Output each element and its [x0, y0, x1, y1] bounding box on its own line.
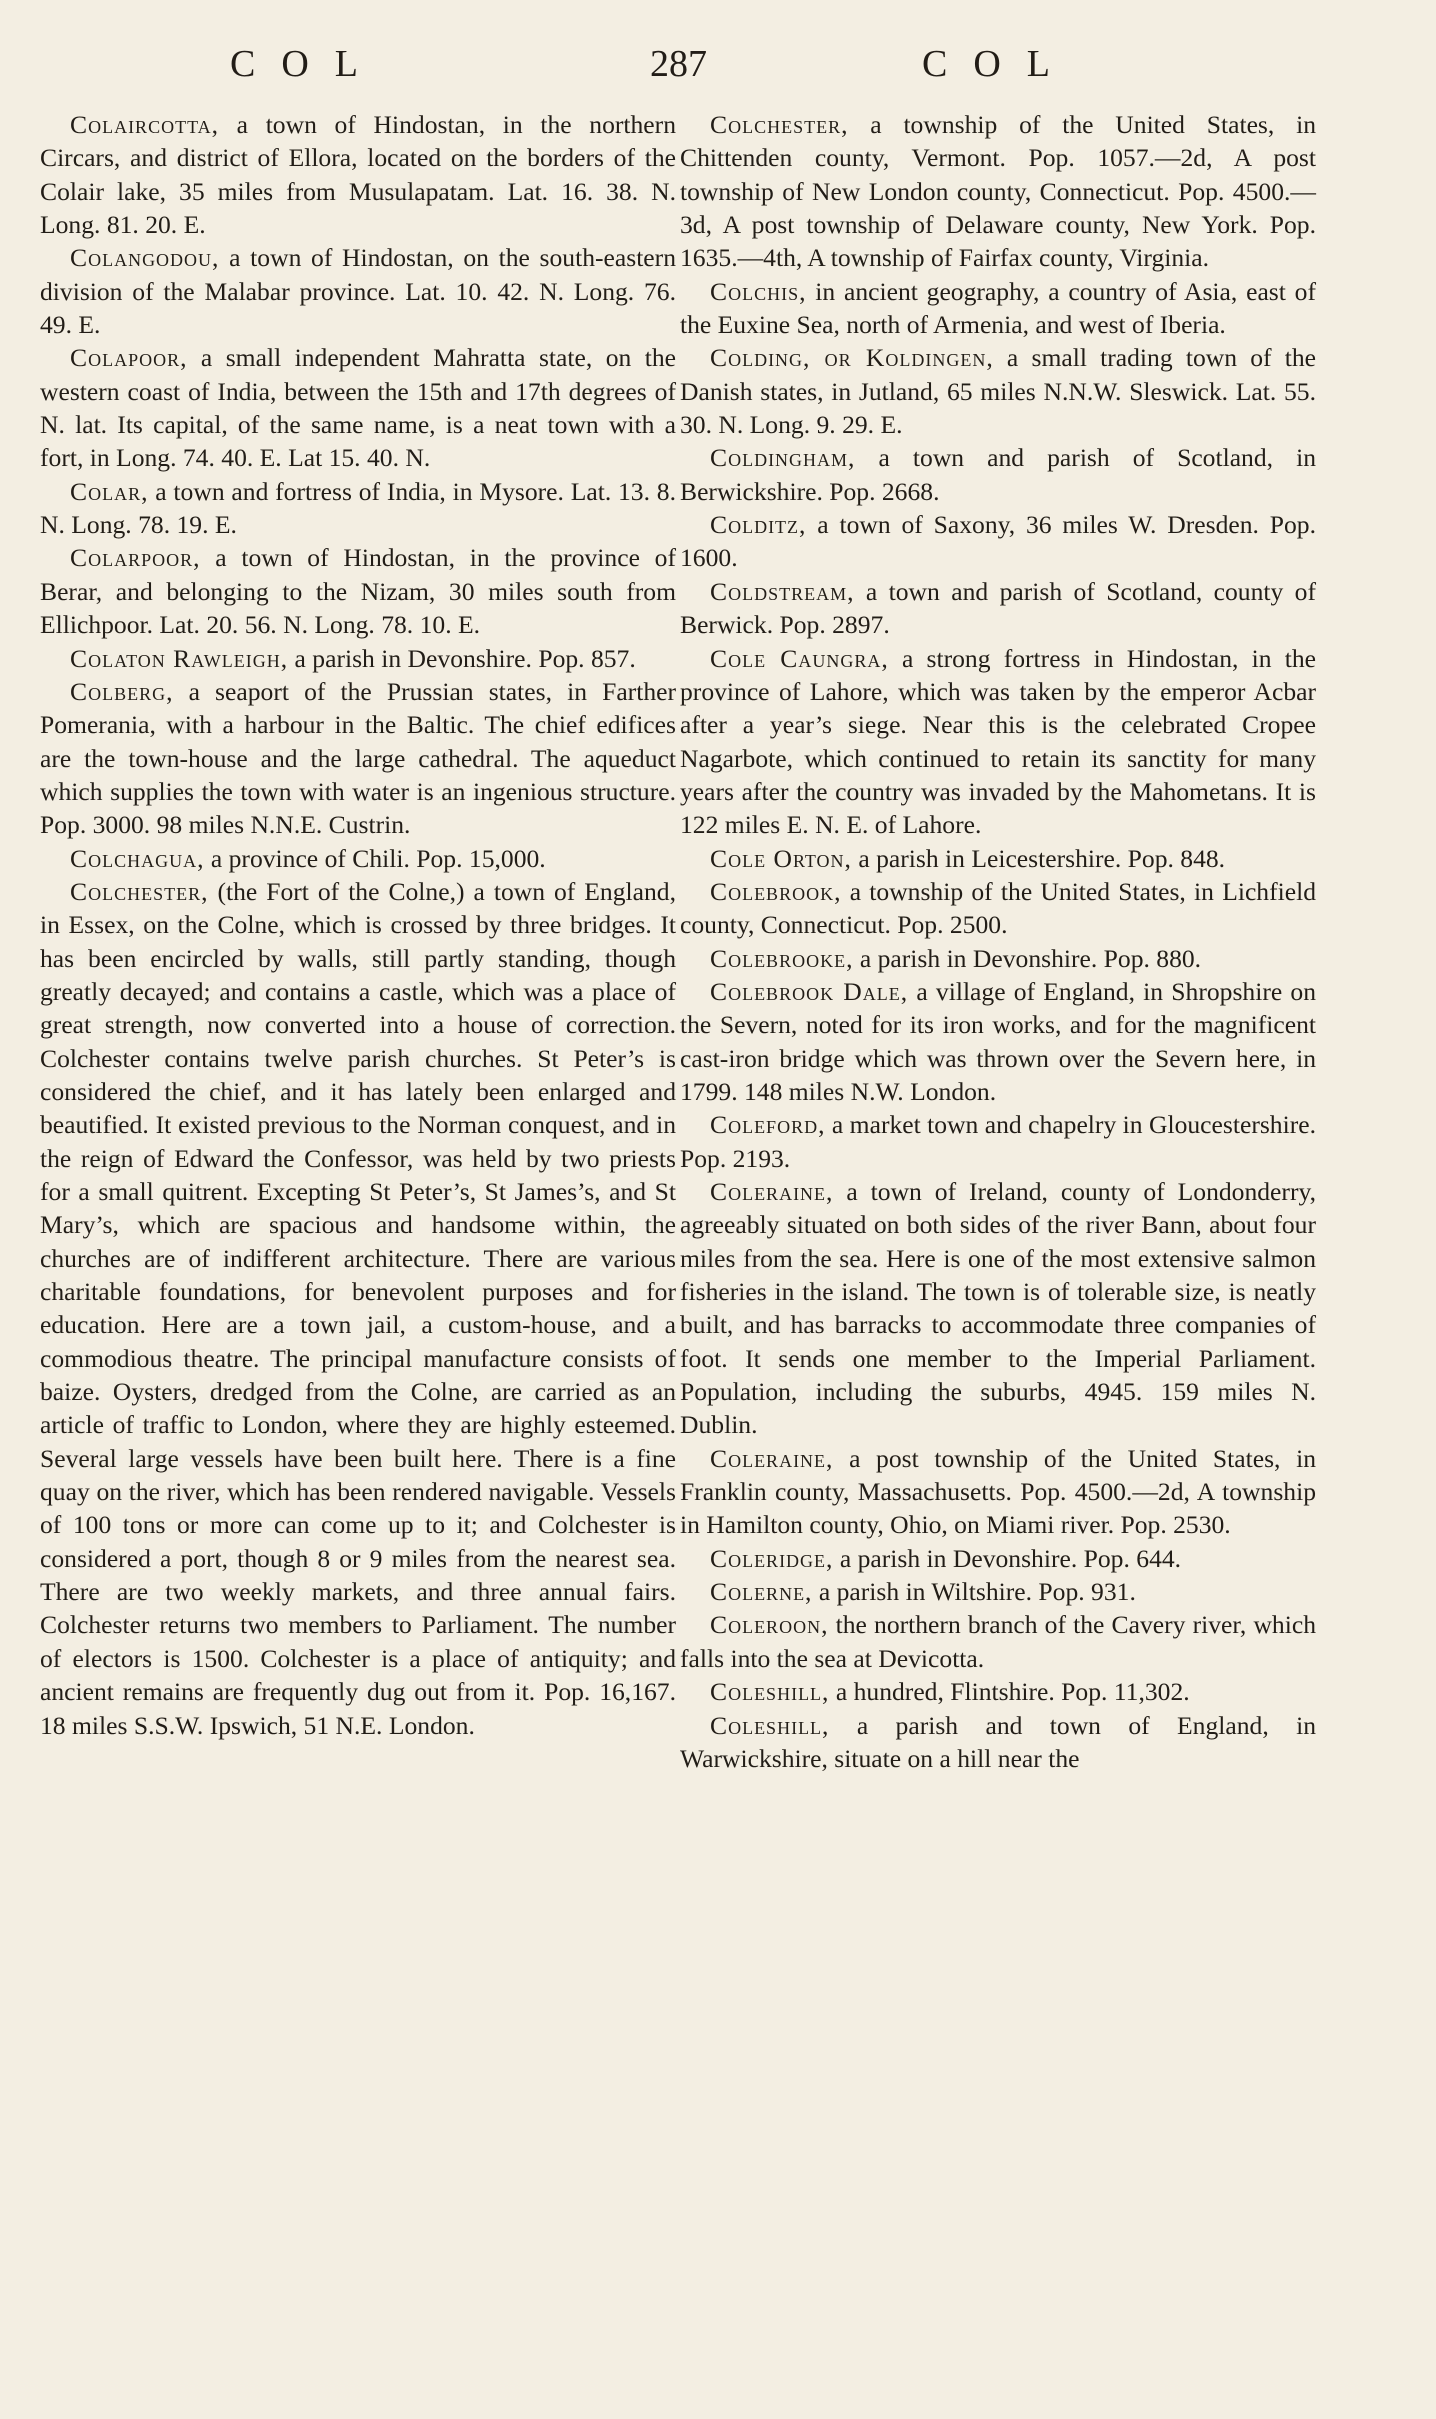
entry-text: a town of Hindostan, in the province of Berar, and belonging to the Nizam, 30 miles south from Ellichpoor. Lat. 20. 56. N. Long. 78. 10. E.	[40, 543, 676, 640]
entry	[40, 875, 676, 1742]
entry-headword: Colebrook Dale,	[710, 976, 909, 1006]
entry	[680, 508, 1316, 575]
entry-headword: Colberg,	[70, 676, 174, 706]
entry	[680, 875, 1316, 942]
entry-headword: Colchis,	[710, 276, 807, 306]
entry-headword: Colditz,	[710, 510, 807, 540]
entry	[40, 241, 676, 341]
entry-headword: Colchester,	[710, 110, 849, 139]
entry-headword: Coleshill,	[710, 1710, 830, 1740]
entry-text: a parish in Leicestershire. Pop. 848.	[851, 843, 1226, 873]
entry-text: a small trading town of the Danish states, in Jutland, 65 miles N.N.W. Sleswick. Lat. 55. 30. N. Long. 9. 29. E.	[680, 343, 1317, 440]
entry-headword: Colar,	[70, 476, 149, 506]
entry-text: (the Fort of the Colne,) a town of England, in Essex, on the Colne, which is crossed by three bridges. It has been encircled by walls, still partly standing, though greatly decayed; and contains a castle, which was a place of great strength, now converted into a house of correction. Colchester contains twelve parish churches. St Peter’s is considered the chief, and it has lately been enlarged and beautified. It existed previous to the Norman conquest, and in the reign of Edward the Confessor, was held by two priests for a small quitrent. Excepting St Peter’s, St James’s, and St Mary’s, which are spacious and handsome within, the churches are of indifferent architecture. There are various charitable foundations, for benevolent purposes and for education. Here are a town jail, a custom-house, and a commodious theatre. The principal manufacture consists of baize. Oysters, dredged from the Colne, are carried as an article of traffic to London, where they are highly esteemed. Several large vessels have been built here. There is a fine quay on the river, which has been rendered navigable. Vessels of 100 tons or more can come up to it; and Colchester is considered a port, though 8 or 9 miles from the nearest sea. There are two weekly markets, and three annual fairs. Colchester returns two members to Parliament. The number of electors is 1500. Colchester is a place of antiquity; and ancient remains are frequently dug out from it. Pop. 16,167. 18 miles S.S.W. Ipswich, 51 N.E. London.	[40, 876, 676, 1740]
entry-text: a township of the United States, in Chittenden county, Vermont. Pop. 1057.—2d, A post township of New London county, Connecticut. Pop. 4500.—3d, A post township of Delaware county, New York. Pop. 1635.—4th, A township of Fairfax county, Virginia.	[680, 110, 1316, 273]
entry	[680, 1575, 1316, 1608]
entry-headword: Coleraine,	[710, 1443, 834, 1473]
entry	[680, 575, 1316, 642]
entry-headword: Coleshill,	[710, 1677, 830, 1707]
entry-text: a town and fortress of India, in Mysore. Lat. 13. 8. N. Long. 78. 19. E.	[40, 476, 676, 540]
entry-headword: Colding, or Koldingen,	[710, 343, 994, 373]
entry-text: in ancient geography, a country of Asia, east of the Euxine Sea, north of Armenia, and west of Iberia.	[680, 276, 1316, 340]
entry	[680, 341, 1316, 441]
entry-text: a parish in Wiltshire. Pop. 931.	[812, 1577, 1136, 1607]
entry	[680, 1542, 1316, 1575]
running-header	[0, 42, 1436, 92]
entry	[40, 541, 676, 641]
entry-text: a parish in Devonshire. Pop. 644.	[833, 1543, 1182, 1573]
entry-headword: Colchester,	[70, 876, 209, 906]
entry-text: a town and parish of Scotland, county of Berwick. Pop. 2897.	[680, 576, 1316, 640]
entry-text: a seaport of the Prussian states, in Farther Pomerania, with a harbour in the Baltic. The chief edifices are the town-house and the large cathedral. The aqueduct which supplies the town with water is an ingenious structure. Pop. 3000. 98 miles N.N.E. Custrin.	[40, 676, 676, 840]
entry	[680, 942, 1316, 975]
entry-text: a post township of the United States, in Franklin county, Massachusetts. Pop. 4500.—2d, A township in Hamilton county, Ohio, on Miami river. Pop. 2530.	[680, 1443, 1316, 1540]
entry-text: a province of Chili. Pop. 15,000.	[204, 843, 546, 873]
entry-text: a town of Hindostan, in the northern Circars, and district of Ellora, located on the borders of the Colair lake, 35 miles from Musulapatam. Lat. 16. 38. N. Long. 81. 20. E.	[40, 110, 676, 240]
entry	[680, 642, 1316, 842]
entry	[680, 1709, 1316, 1776]
entry-text: a town of Ireland, county of Londonderry, agreeably situated on both sides of the river Bann, about four miles from the sea. Here is one of the most extensive salmon fisheries in the island. The town is of tolerable size, is neatly built, and has barracks to accommodate three companies of foot. It sends one member to the Imperial Parliament. Population, including the suburbs, 4945. 159 miles N. Dublin.	[680, 1177, 1316, 1440]
entry-text: the northern branch of the Cavery river, which falls into the sea at Devicotta.	[680, 1610, 1316, 1673]
entry-text: a town and parish of Scotland, in Berwickshire. Pop. 2668.	[680, 443, 1316, 506]
entry-text: a township of the United States, in Lichfield county, Connecticut. Pop. 2500.	[680, 876, 1316, 940]
entry	[40, 108, 676, 241]
entry-headword: Cole Orton,	[710, 843, 852, 873]
entry-headword: Colapoor,	[70, 343, 188, 373]
entry-headword: Coleroon,	[710, 1610, 829, 1640]
entry	[680, 441, 1316, 508]
entry	[680, 1675, 1316, 1708]
entry-text: a strong fortress in Hindostan, in the province of Lahore, which was taken by the emperor Acbar after a year’s siege. Near this is the celebrated Cropee Nagarbote, which continued to retain its sanctity for many years after the country was invaded by the Mahometans. It is 122 miles E. N. E. of Lahore.	[680, 643, 1316, 840]
right-column	[680, 108, 1316, 1775]
entry	[40, 842, 676, 875]
left-column	[40, 108, 676, 1742]
entry-headword: Colebrook,	[710, 876, 842, 906]
entry-headword: Coldingham,	[710, 443, 856, 473]
entry-text: a parish and town of England, in Warwickshire, situate on a hill near the	[680, 1710, 1316, 1773]
entry-text: a market town and chapelry in Gloucestershire. Pop. 2193.	[680, 1110, 1316, 1173]
header-right-guide-word: COL	[922, 43, 1076, 85]
entry-headword: Colarpoor,	[70, 543, 201, 573]
entry	[680, 275, 1316, 342]
entry	[680, 1175, 1316, 1442]
entry	[680, 1608, 1316, 1675]
entry-headword: Colaircotta,	[70, 110, 220, 139]
entry-headword: Colaton Rawleigh,	[70, 643, 289, 673]
entry-text: a parish in Devonshire. Pop. 880.	[853, 943, 1202, 973]
page-number: 287	[650, 43, 707, 85]
entry	[40, 642, 676, 675]
entry-headword: Coleridge,	[710, 1543, 834, 1573]
entry	[680, 975, 1316, 1108]
entry-headword: Colchagua,	[70, 843, 205, 873]
entry-headword: Coleford,	[710, 1110, 826, 1140]
entry	[40, 475, 676, 542]
entry-headword: Cole Caungra,	[710, 643, 889, 673]
entry	[680, 842, 1316, 875]
entry-text: a small independent Mahratta state, on the western coast of India, between the 15th and 17th degrees of N. lat. Its capital, of the same name, is a neat town with a fort, in Long. 74. 40. E. Lat 15. 40. N.	[40, 343, 676, 473]
entry-text: a town of Hindostan, on the south-eastern division of the Malabar province. Lat. 10. 42. N. Long. 76. 49. E.	[40, 243, 676, 340]
entry	[680, 108, 1316, 275]
entry-text: a town of Saxony, 36 miles W. Dresden. Pop. 1600.	[680, 510, 1316, 573]
entry-text: a hundred, Flintshire. Pop. 11,302.	[829, 1677, 1190, 1707]
entry-text: a parish in Devonshire. Pop. 857.	[288, 643, 636, 673]
entry-headword: Colebrooke,	[710, 943, 854, 973]
entry	[680, 1108, 1316, 1175]
entry	[40, 341, 676, 474]
entry	[40, 675, 676, 842]
entry-headword: Coleraine,	[710, 1177, 834, 1206]
entry-headword: Colangodou,	[70, 243, 220, 273]
header-left-guide-word: COL	[230, 43, 384, 85]
entry-headword: Colerne,	[710, 1577, 813, 1607]
entry-headword: Coldstream,	[710, 576, 855, 606]
entry	[680, 1442, 1316, 1542]
entry-text: a village of England, in Shropshire on the Severn, noted for its iron works, and for the magnificent cast-iron bridge which was thrown over the Severn here, in 1799. 148 miles N.W. London.	[680, 976, 1316, 1106]
